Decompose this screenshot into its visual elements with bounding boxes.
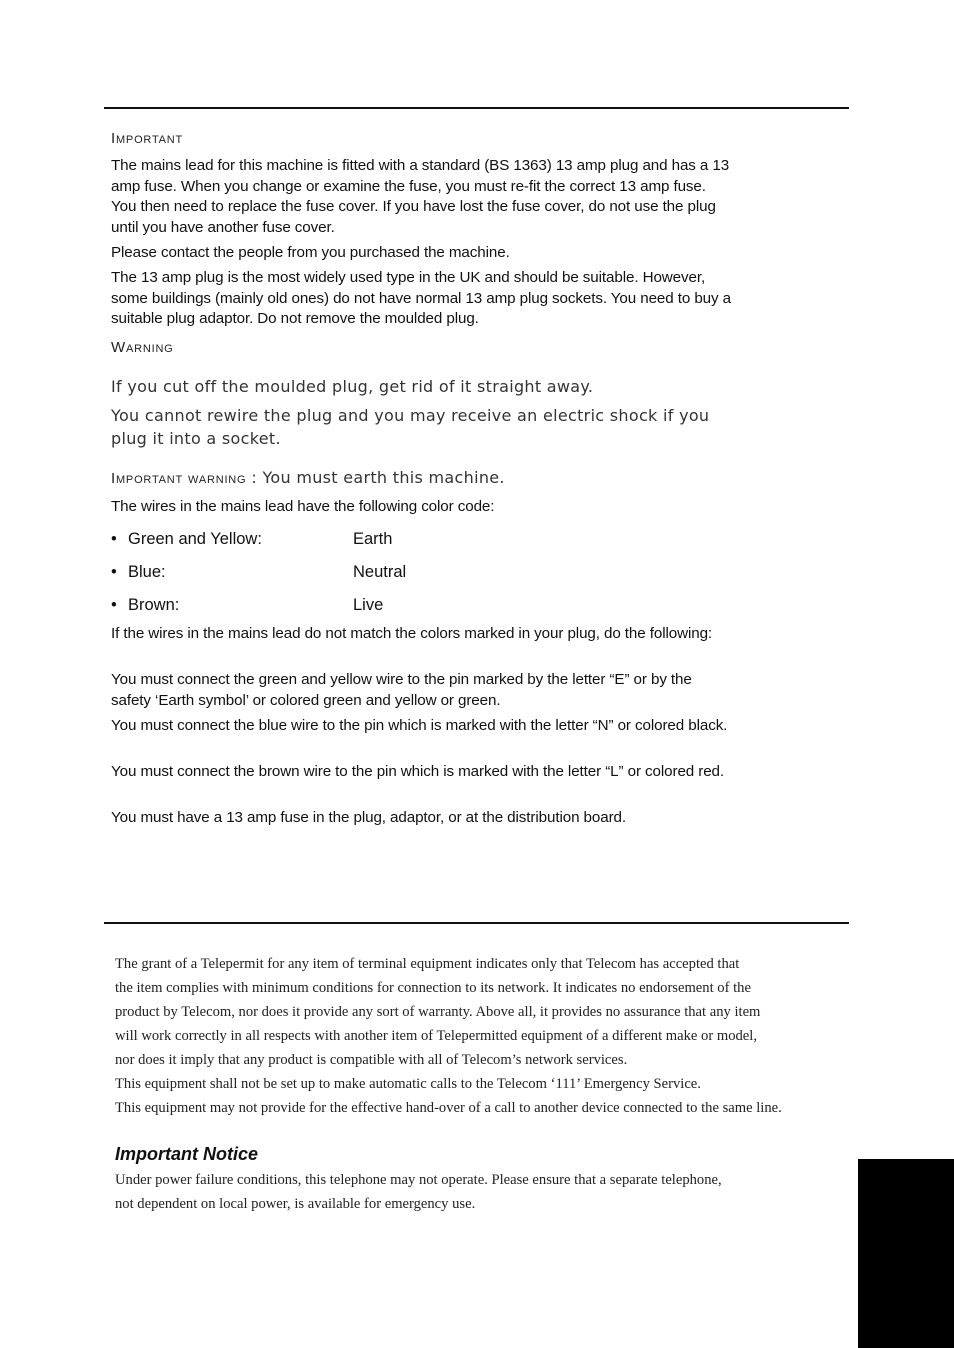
mismatch-paragraph: If the wires in the mains lead do not match the colors marked in your plug, do the following: (111, 625, 713, 642)
fuse-paragraph: The mains lead for this machine is fitted with a standard (BS 1363) 13 amp plug and has a 13 amp fuse. When you change or examine the fuse, you must re-fit the correct 13 amp fuse. You then need to replace the fuse cover. If you have lost the fuse cover, do not use the plug until you have another fuse cover. (111, 157, 730, 236)
handover-line: This equipment may not provide for the effective hand-over of a call to another device connected to the same line. (115, 1100, 782, 1116)
wire-color: Brown: (128, 596, 180, 614)
rewire-warning: You cannot rewire the plug and you may receive an electric shock if you plug it into a socket. (111, 406, 710, 448)
notice-line: Under power failure conditions, this telephone may not operate. Please ensure that a separate telephone, (115, 1172, 722, 1188)
top-divider (104, 107, 849, 109)
earth-warning (111, 468, 505, 487)
wire-color: Green and Yellow: (128, 530, 262, 548)
fuse-location-paragraph: You must have a 13 amp fuse in the plug, adaptor, or at the distribution board. (111, 809, 627, 826)
telepermit-line: will work correctly in all respects with another item of Telepermitted equipment of a different make or model, (115, 1028, 757, 1044)
important-warning-label: Important warning (111, 470, 247, 487)
bullet: • (111, 563, 117, 581)
important-heading: Important (111, 130, 184, 147)
plug-paragraph: The 13 amp plug is the most widely used type in the UK and should be suitable. However, some buildings (mainly old ones) do not have normal 13 amp plug sockets. You need to buy a suitable plug adaptor. Do not remove the moulded plug. (111, 269, 731, 327)
important-notice-title: Important Notice (115, 1144, 259, 1164)
wire-item (111, 595, 383, 615)
live-wire-paragraph: You must connect the brown wire to the pin which is marked with the letter “L” or colored red. (111, 763, 725, 780)
telepermit-line: the item complies with minimum conditions for connection to its network. It indicates no endorsement of the (115, 980, 751, 996)
wire-color: Blue: (128, 563, 166, 581)
middle-divider (104, 922, 849, 924)
telepermit-line: The grant of a Telepermit for any item of terminal equipment indicates only that Telecom has accepted that (115, 956, 740, 972)
wire-item (111, 562, 406, 582)
contact-paragraph: Please contact the people from you purchased the machine. (111, 244, 510, 261)
wire-meaning: Live (353, 596, 384, 614)
telepermit-line: nor does it imply that any product is compatible with all of Telecom’s network services. (115, 1052, 628, 1068)
wire-meaning: Earth (353, 530, 393, 548)
telepermit-line: product by Telecom, nor does it provide any sort of warranty. Above all, it provides no assurance that any item (115, 1004, 761, 1020)
wire-item (111, 529, 392, 549)
wires-intro: The wires in the mains lead have the following color code: (111, 498, 495, 515)
bullet: • (111, 596, 117, 614)
page-edge-tab (858, 1159, 954, 1348)
warning-heading: Warning (111, 339, 174, 356)
wire-meaning: Neutral (353, 563, 407, 581)
important-warning-text: : You must earth this machine. (251, 468, 505, 487)
neutral-wire-paragraph: You must connect the blue wire to the pin which is marked with the letter “N” or colored black. (111, 717, 728, 734)
bullet: • (111, 530, 117, 548)
notice-line: not dependent on local power, is available for emergency use. (115, 1196, 476, 1212)
earth-wire-paragraph: You must connect the green and yellow wire to the pin marked by the letter “E” or by the safety ‘Earth symbol’ or colored green and yellow or green. (111, 671, 692, 709)
cut-plug-warning: If you cut off the moulded plug, get rid of it straight away. (111, 377, 594, 396)
emergency-line: This equipment shall not be set up to make automatic calls to the Telecom ‘111’ Emergency Service. (115, 1076, 701, 1092)
